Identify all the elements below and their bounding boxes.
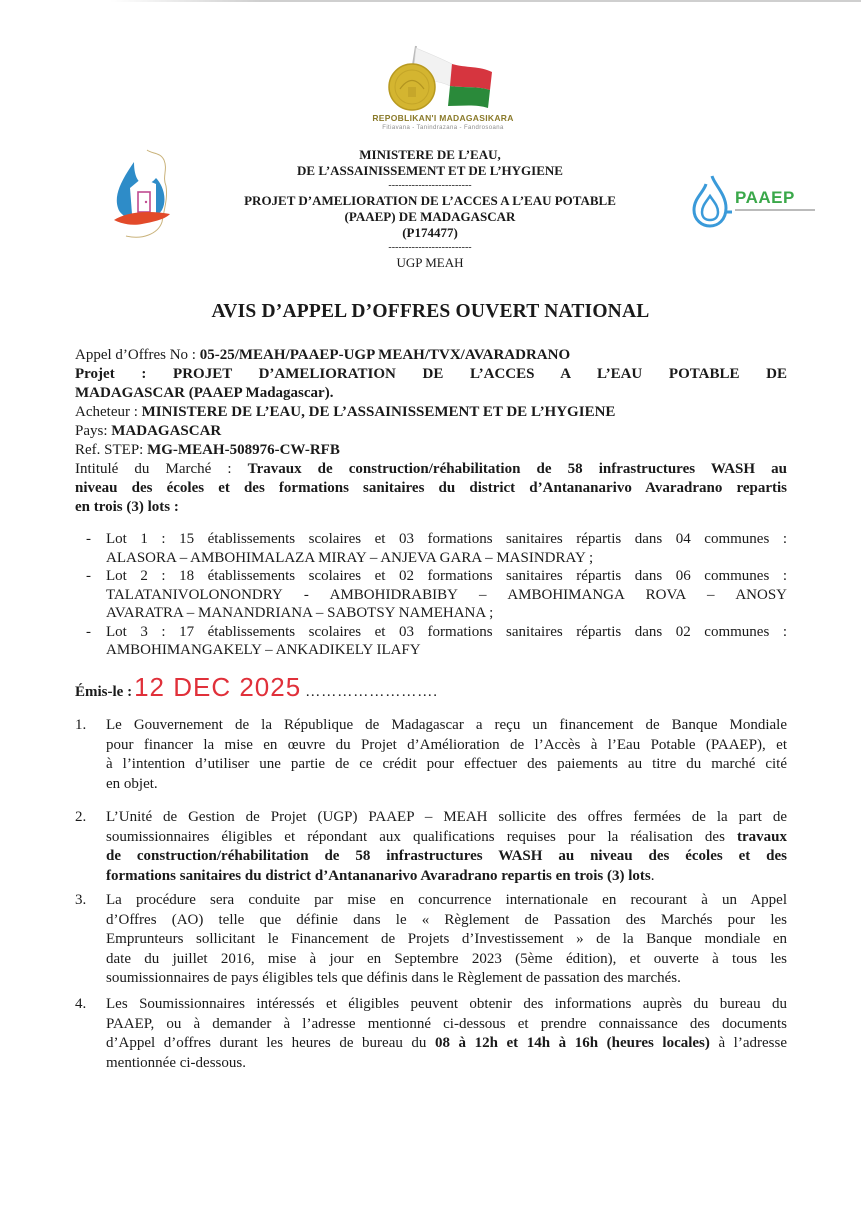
unit-name: UGP MEAH xyxy=(396,255,464,270)
paragraph-line: à l’intention d’utiliser une partie de ce crédit pour effectuer des paiements au titre du marché cité xyxy=(106,756,787,772)
ref-row xyxy=(75,441,787,460)
paragraph-line: date du juillet 2016, mise à jour en Septembre 2023 (5ème édition), et ouverte à tous les xyxy=(106,950,787,967)
lot-communes: ALASORA – AMBOHIMALAZA MIRAY – ANJEVA GARA – MASINDRAY ; xyxy=(106,549,594,566)
lot-communes-cont: AVARATRA – MANANDRIANA – SABOTSY NAMEHANA ; xyxy=(106,605,494,621)
paragraph-number: 2. xyxy=(75,809,87,825)
lot-item xyxy=(86,530,787,567)
ref-value: MG-MEAH-508976-CW-RFB xyxy=(147,442,340,458)
project-code: (P174477) xyxy=(402,225,458,240)
lot-bullet: - xyxy=(86,623,91,640)
ao-value: 05-25/MEAH/PAAEP-UGP MEAH/TVX/AVARADRANO xyxy=(199,347,571,363)
paragraph-line: soumissionnaires de pays éligibles tels que définis dans le Règlement de passation des marchés. xyxy=(106,970,681,986)
lot-line: Lot 3 : 17 établissements scolaires et 03 formations sanitaires répartis dans 02 communes : xyxy=(106,623,787,640)
scan-edge-line xyxy=(110,0,861,2)
lots-list xyxy=(86,530,787,660)
ministry-logo xyxy=(112,148,177,243)
paragraph-line xyxy=(106,1034,787,1054)
ao-label: Appel d’Offres No : xyxy=(75,347,200,363)
paragraph-text: . xyxy=(650,867,655,884)
paragraph-text: soumissionnaires éligibles et répondant aux qualifications requises pour la réalisation des xyxy=(106,828,737,845)
lot-line: Lot 2 : 18 établissements scolaires et 02 formations sanitaires répartis dans 06 communes : xyxy=(106,568,787,584)
date-stamp: 12 DEC 2025 xyxy=(134,672,302,702)
paragraph-bold-text: travaux xyxy=(737,828,787,845)
projet-value-line-1: PROJET D’AMELIORATION DE L’ACCES A L’EAU POTABLE DE xyxy=(173,366,787,382)
project-line-1: PROJET D’AMELIORATION DE L’ACCES A L’EAU POTABLE xyxy=(244,193,616,208)
lot-communes: TALATANIVOLONONDRY - AMBOHIDRABIBY – AMBOHIMANGA ROVA – ANOSY xyxy=(106,586,787,603)
lot-line: Lot 1 : 15 établissements scolaires et 03 formations sanitaires répartis dans 04 communes : xyxy=(106,531,787,547)
paragraph-line xyxy=(106,867,787,887)
paaep-logo xyxy=(692,174,822,230)
paragraph-1 xyxy=(75,716,787,794)
page-title: AVIS D’APPEL D’OFFRES OUVERT NATIONAL xyxy=(211,301,650,322)
water-drop-icon xyxy=(692,174,736,230)
paragraph-line: La procédure sera conduite par mise en concurrence internationale en recourant à un Appel xyxy=(106,892,787,908)
intitule-line-3: en trois (3) lots : xyxy=(75,499,179,515)
header-separator-1: ------------------------- xyxy=(388,180,472,191)
paragraph-bold-text: 08 à 12h et 14h à 16h (heures locales) xyxy=(434,1035,710,1051)
emis-label: Émis-le : xyxy=(75,684,133,700)
paragraph-line: en objet. xyxy=(106,775,158,792)
paragraph-3 xyxy=(75,891,787,989)
paragraph-line: pour financer la mise en œuvre du Projet d’Amélioration de l’Accès à l’Eau Potable (PAAEP), et xyxy=(106,736,787,753)
intitule-line-1: Travaux de construction/réhabilitation de 58 infrastructures WASH au xyxy=(247,461,787,477)
lot-item xyxy=(86,623,787,660)
ministry-drop-house-icon xyxy=(112,148,177,243)
intitule-row-2 xyxy=(75,479,787,498)
paragraph-line: d’Offres (AO) telle que définie dans le « Règlement de Passation des Marchés pour les xyxy=(106,911,787,928)
acheteur-value: MINISTERE DE L’EAU, DE L’ASSAINISSEMENT ET DE L’HYGIENE xyxy=(141,404,616,420)
header-separator-2: ------------------------- xyxy=(388,242,472,253)
projet-value-line-2: MADAGASCAR (PAAEP Madagascar). xyxy=(75,385,334,401)
seal-and-flag-icon xyxy=(380,44,506,112)
paragraph-bold-text: de construction/réhabilitation de 58 infrastructures WASH au niveau des écoles et des xyxy=(106,848,787,864)
paragraph-line xyxy=(106,847,787,867)
paragraph-text: à l’adresse xyxy=(709,1035,787,1051)
pays-label: Pays: xyxy=(75,423,112,439)
republic-motto: Fitiavana - Tanindrazana - Fandrosoana xyxy=(382,125,504,131)
paragraph-line: Le Gouvernement de la République de Madagascar a reçu un financement de Banque Mondiale xyxy=(106,717,787,733)
projet-row-cont xyxy=(75,384,787,403)
ministry-line-1: MINISTERE DE L’EAU, xyxy=(359,147,501,162)
lot-bullet: - xyxy=(86,568,91,584)
acheteur-row xyxy=(75,403,787,422)
paragraph-line: PAAEP, ou à demander à l’adresse mentionné ci-dessous et prendre connaissance des documents xyxy=(106,1015,787,1032)
paragraph-line: L’Unité de Gestion de Projet (UGP) PAAEP – MEAH sollicite des offres fermées de la part de xyxy=(106,809,787,825)
projet-label: Projet : xyxy=(75,366,174,382)
intitule-line-2: niveau des écoles et des formations sanitaires du district d’Antananarivo Avaradrano repartis xyxy=(75,480,787,496)
details-block xyxy=(75,346,787,517)
paragraph-4 xyxy=(75,995,787,1073)
acheteur-label: Acheteur : xyxy=(75,404,142,420)
paragraph-line: mentionnée ci-dessous. xyxy=(106,1054,246,1071)
paragraph-text: d’Appel d’offres durant les heures de bureau du xyxy=(106,1035,435,1051)
ministry-line-2: DE L’ASSAINISSEMENT ET DE L’HYGIENE xyxy=(297,163,563,178)
pays-value: MADAGASCAR xyxy=(111,423,222,439)
intitule-label: Intitulé du Marché : xyxy=(75,461,248,477)
republic-emblem xyxy=(348,44,538,134)
pays-row xyxy=(75,422,787,441)
paragraph-number: 3. xyxy=(75,892,87,908)
paaep-tagline-mark xyxy=(735,209,815,211)
paragraph-number: 4. xyxy=(75,996,87,1012)
intitule-row xyxy=(75,460,787,479)
paragraph-line: Les Soumissionnaires intéressés et éligibles peuvent obtenir des informations auprès du bureau du xyxy=(106,996,787,1012)
paragraph-bold-text: formations sanitaires du district d’Antananarivo Avaradrano repartis en trois (3) lots xyxy=(106,867,651,884)
lot-item xyxy=(86,567,787,623)
emis-dots: ……………………. xyxy=(305,684,438,700)
ref-label: Ref. STEP: xyxy=(75,442,148,458)
header-block xyxy=(190,147,670,271)
paaep-wordmark: PAAEP xyxy=(735,188,795,207)
paragraph-number: 1. xyxy=(75,717,87,733)
intitule-row-3 xyxy=(75,498,787,517)
projet-row xyxy=(75,365,787,384)
paragraph-line xyxy=(106,828,787,848)
paragraph-2 xyxy=(75,808,787,886)
emis-row xyxy=(75,668,438,702)
project-line-2: (PAAEP) DE MADAGASCAR xyxy=(344,209,516,224)
lot-communes: AMBOHIMANGAKELY – ANKADIKELY ILAFY xyxy=(106,642,421,658)
paragraph-line: Emprunteurs sollicitant le Financement de Projets d’Investissement » de la Banque mondiale en xyxy=(106,931,787,947)
lot-bullet: - xyxy=(86,531,91,547)
ao-number-row xyxy=(75,346,787,365)
republic-name: REPOBLIKAN'I MADAGASIKARA xyxy=(372,113,514,123)
